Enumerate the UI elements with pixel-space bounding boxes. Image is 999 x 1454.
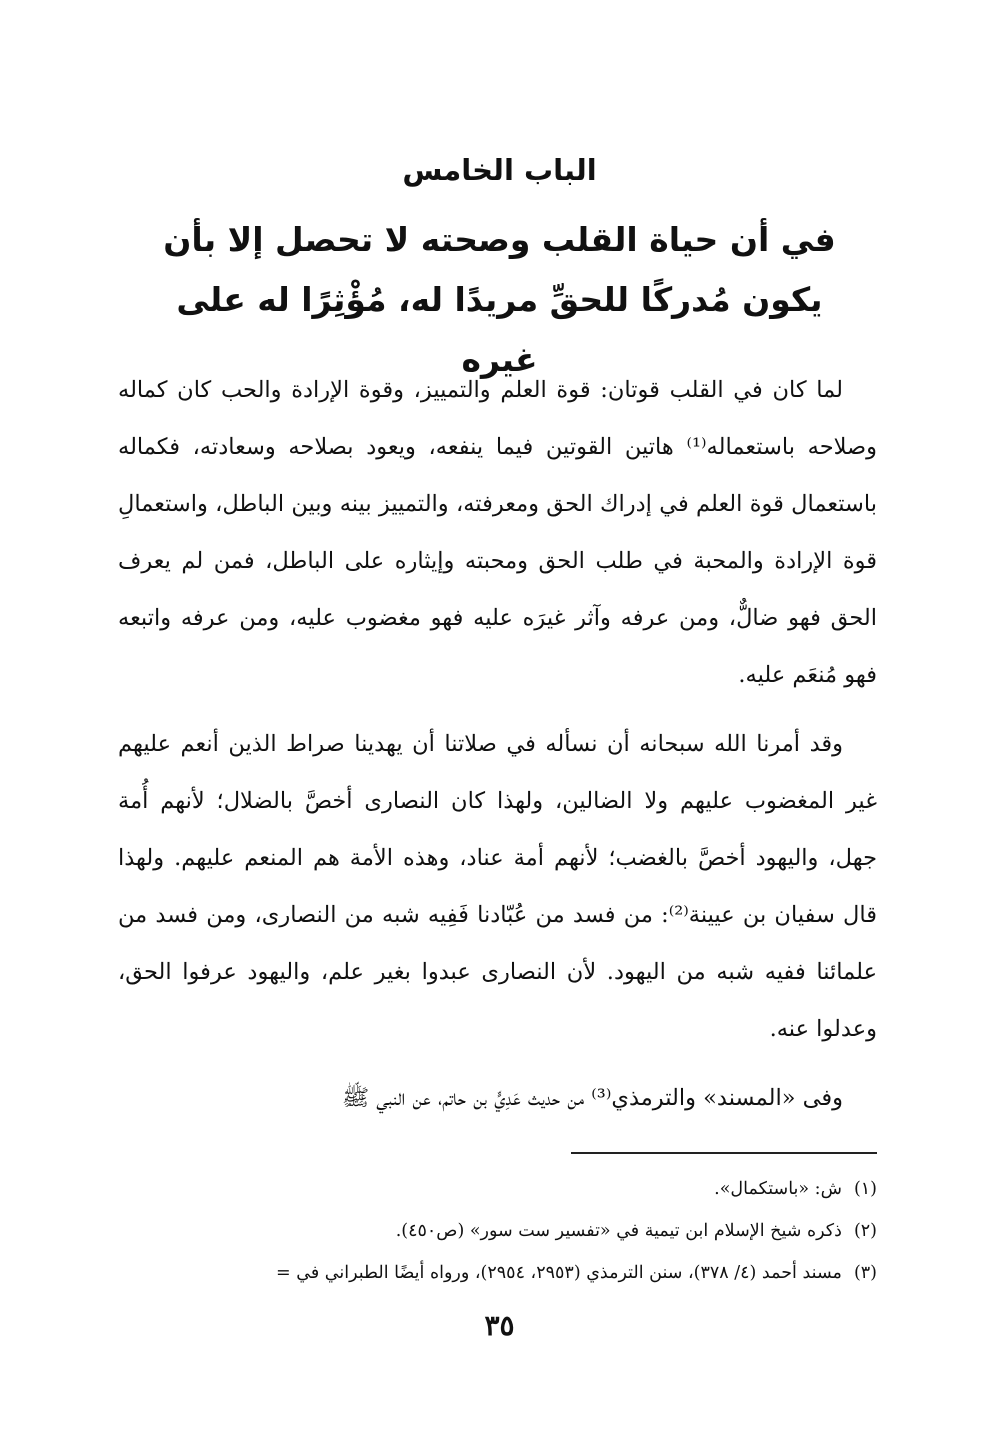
footnote-number: (٣) <box>853 1263 877 1283</box>
footnote-text: مسند أحمد (٤/ ٣٧٨)، سنن الترمذي (٢٩٥٣، ٢٩٥٤)، ورواه أيضًا الطبراني في = <box>276 1263 842 1283</box>
footnote-2 <box>110 1210 877 1252</box>
paragraph-3: وفى «المسند» والترمذي⁽³⁾ من حديث عَدِيٍّ بن حاتم، عن النبي ﷺ <box>341 1085 843 1111</box>
body-text <box>118 362 877 1139</box>
footnote-number: (١) <box>853 1179 877 1199</box>
footnote-text: ش: «باستكمال». <box>714 1179 842 1199</box>
footnote-3 <box>110 1252 877 1294</box>
chapter-label: الباب الخامس <box>402 153 597 187</box>
paragraph-2: وقد أمرنا الله سبحانه أن نسأله في صلاتنا أن يهدينا صراط الذين أنعم عليهم غير المغضوب عليهم ولا الضالين، ولهذا كان النصارى أخصَّ بالضلال؛ لأنهم أُمة جهل، واليهود أخصَّ بالغضب؛ لأنهم أمة عناد، وهذه الأمة هم المنعم عليهم. ولهذا قال سفيان بن عيينة⁽²⁾: من فسد من عُبّادنا فَفِيه شبه من النصارى، ومن فسد من علمائنا ففيه شبه من اليهود. لأن النصارى عبدوا بغير علم، واليهود عرفوا الحق، وعدلوا عنه. <box>118 731 877 1042</box>
chapter-title: في أن حياة القلب وصحته لا تحصل إلا بأن يكون مُدركًا للحقِّ مريدًا له، مُؤْثِرًا له على غيره <box>163 220 836 379</box>
footnote-1 <box>110 1168 877 1210</box>
footnote-text: ذكره شيخ الإسلام ابن تيمية في «تفسير ست سور» (ص٤٥٠). <box>395 1221 842 1241</box>
paragraph-1: لما كان في القلب قوتان: قوة العلم والتمييز، وقوة الإرادة والحب كان كماله وصلاحه باستعماله⁽¹⁾ هاتين القوتين فيما ينفعه، ويعود بصلاحه وسعادته، فكماله باستعمال قوة العلم في إدراك الحق ومعرفته، والتمييز بينه وبين الباطل، واستعمالِ قوة الإرادة والمحبة في طلب الحق ومحبته وإيثاره على الباطل، فمن لم يعرف الحق فهو ضالٌّ، ومن عرفه وآثر غيرَه عليه فهو مغضوب عليه، ومن عرفه واتبعه فهو مُنعَم عليه. <box>118 377 878 688</box>
footnote-number: (٢) <box>853 1221 877 1241</box>
footnote-divider <box>571 1152 877 1154</box>
footnotes-list <box>110 1168 877 1294</box>
page-number: ٣٥ <box>484 1309 515 1342</box>
